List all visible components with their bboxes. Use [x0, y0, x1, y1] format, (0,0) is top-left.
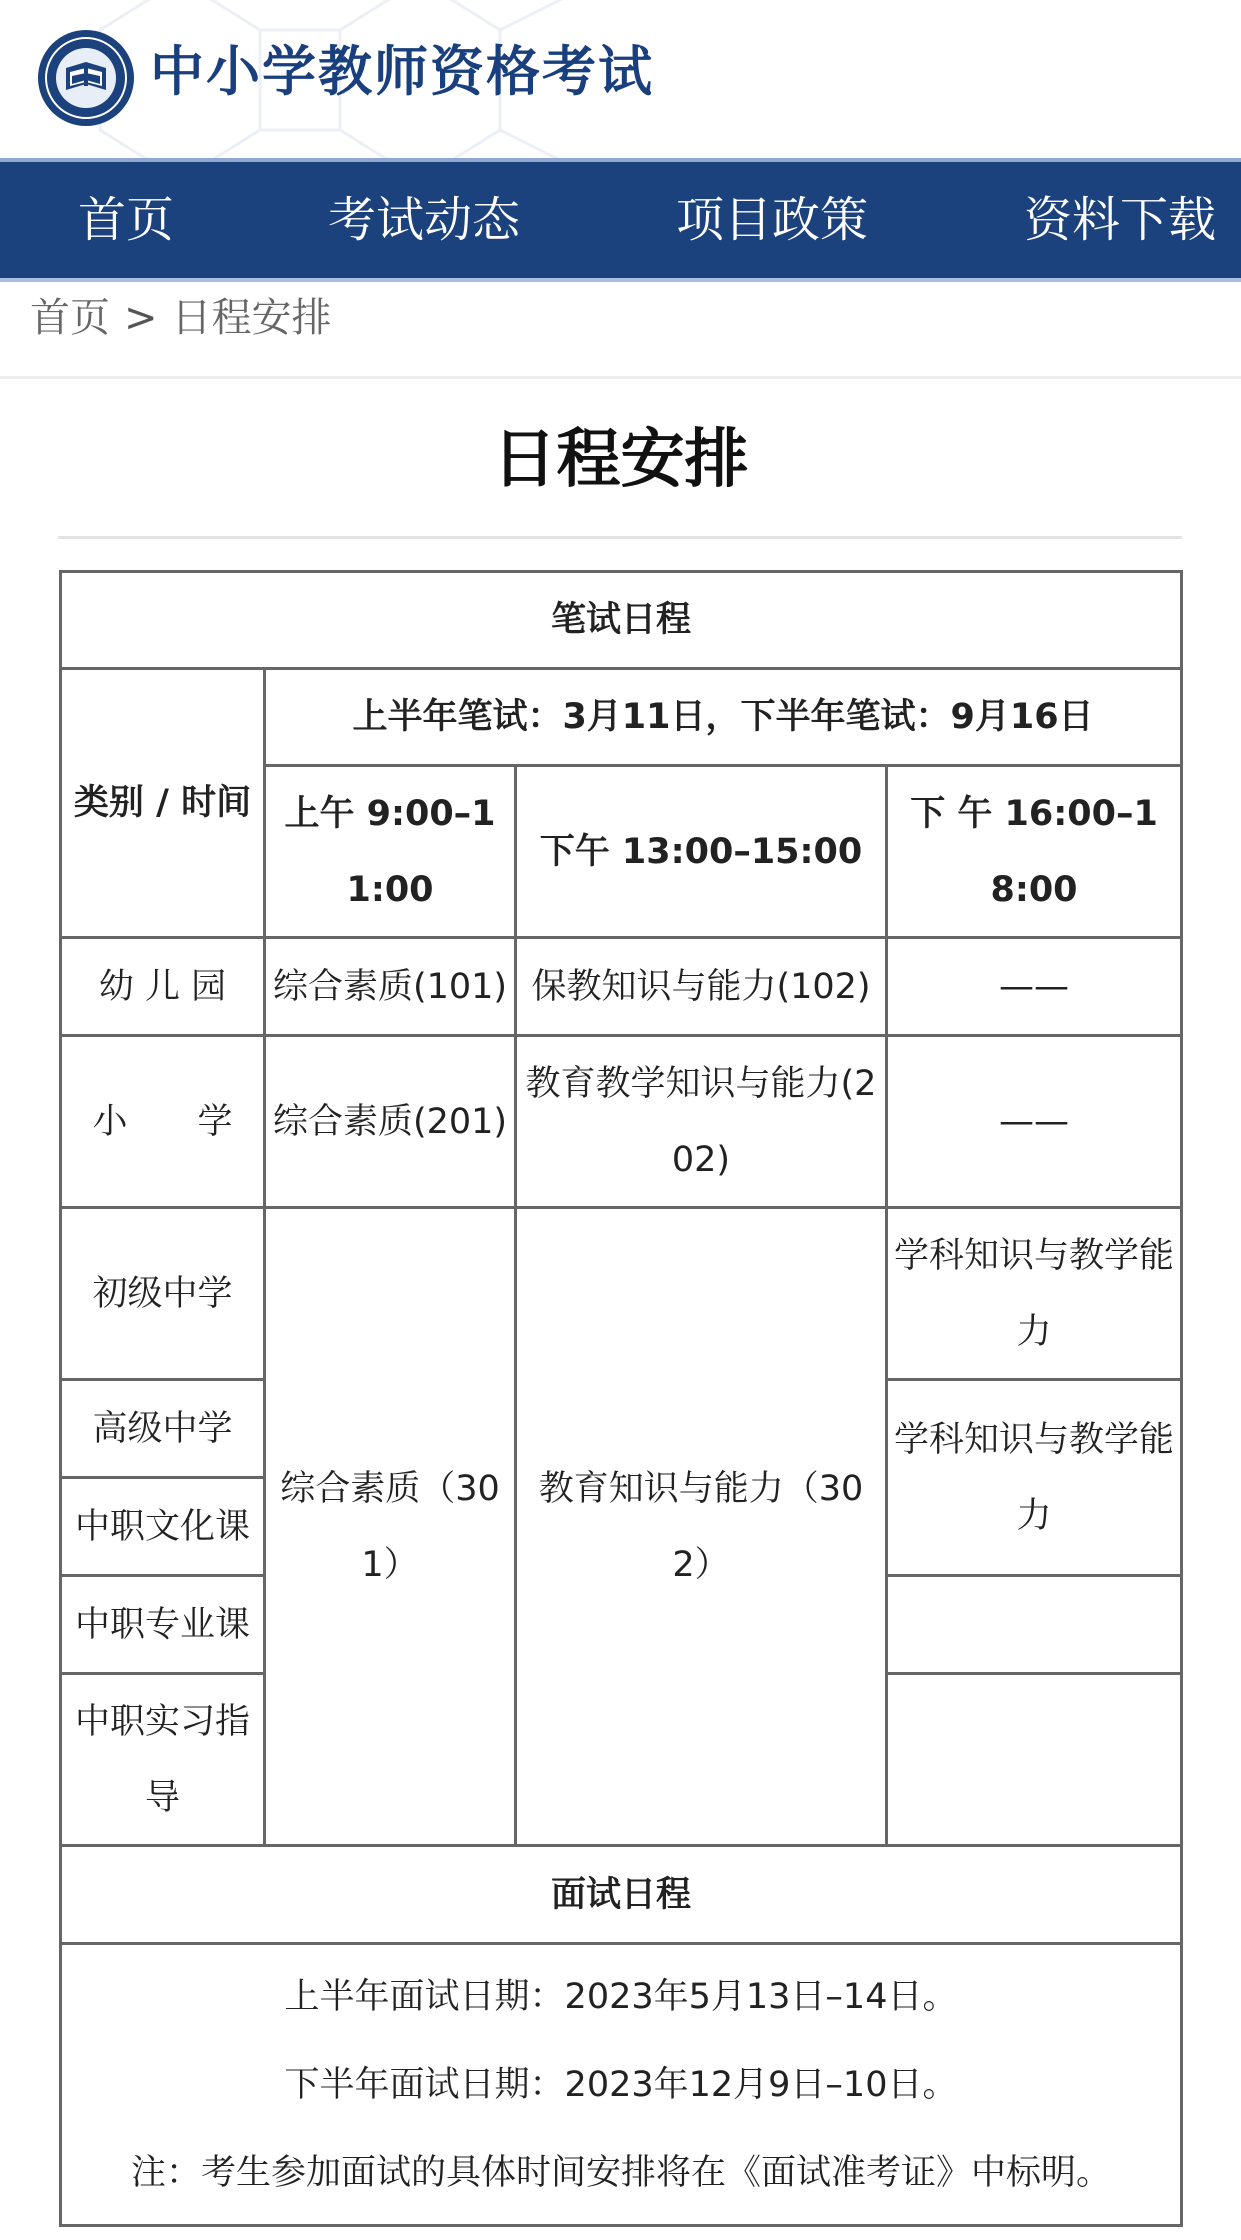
- category-vocational-internship: 中职实习指导: [61, 1674, 265, 1846]
- category-senior-middle: 高级中学: [61, 1380, 265, 1478]
- interview-schedule-heading: 面试日程: [61, 1846, 1182, 1944]
- secondary-morning-subject: 综合素质（301）: [265, 1208, 516, 1846]
- breadcrumb-separator: >: [124, 295, 158, 341]
- breadcrumb-home-link[interactable]: 首页: [30, 295, 110, 341]
- secondary-afternoon-subject: 教育知识与能力（302）: [516, 1208, 887, 1846]
- site-title[interactable]: 中小学教师资格考试: [150, 40, 654, 103]
- category-vocational-major: 中职专业课: [61, 1576, 265, 1674]
- written-schedule-heading: 笔试日程: [61, 572, 1182, 669]
- afternoon-session-header: 下午 13:00–15:00: [516, 766, 887, 938]
- category-vocational-culture: 中职文化课: [61, 1478, 265, 1576]
- written-dates: 上半年笔试：3月11日，下半年笔试：9月16日: [265, 669, 1182, 766]
- interview-second-half-date: 下半年面试日期：2023年12月9日–10日。: [284, 2064, 958, 2105]
- morning-session-header: 上午 9:00–11:00: [265, 766, 516, 938]
- site-header: [0, 0, 1241, 160]
- nav-item-exam-news[interactable]: 考试动态: [328, 192, 521, 248]
- breadcrumb: [30, 288, 332, 348]
- category-time-header: 类别 / 时间: [61, 669, 265, 938]
- interview-first-half-date: 上半年面试日期：2023年5月13日–14日。: [284, 1976, 958, 2017]
- title-divider: [58, 536, 1182, 539]
- kindergarten-afternoon-subject: 保教知识与能力(102): [516, 938, 887, 1036]
- senior-middle-late-subject: 学科知识与教学能力: [887, 1380, 1182, 1576]
- primary-late-subject: ——: [887, 1036, 1182, 1208]
- nav-item-downloads[interactable]: 资料下载: [1024, 192, 1217, 248]
- nav-item-home[interactable]: 首页: [78, 192, 175, 248]
- book-emblem-icon[interactable]: [36, 28, 136, 128]
- divider: [0, 376, 1241, 379]
- category-junior-middle: 初级中学: [61, 1208, 265, 1380]
- schedule-table: [59, 570, 1183, 2227]
- nav-item-policy[interactable]: 项目政策: [676, 192, 869, 248]
- interview-note: 注：考生参加面试的具体时间安排将在《面试准考证》中标明。: [131, 2152, 1112, 2193]
- interview-schedule-details: [61, 1944, 1182, 2226]
- junior-middle-late-subject: 学科知识与教学能力: [887, 1208, 1182, 1380]
- page-title: 日程安排: [492, 423, 749, 497]
- primary-afternoon-subject: 教育教学知识与能力(202): [516, 1036, 887, 1208]
- primary-morning-subject: 综合素质(201): [265, 1036, 516, 1208]
- vocational-major-late-subject: [887, 1576, 1182, 1674]
- kindergarten-morning-subject: 综合素质(101): [265, 938, 516, 1036]
- category-kindergarten: 幼 儿 园: [61, 938, 265, 1036]
- breadcrumb-current: 日程安排: [171, 295, 332, 341]
- category-primary: 小 学: [61, 1036, 265, 1208]
- main-nav: [0, 158, 1241, 282]
- vocational-internship-late-subject: [887, 1674, 1182, 1846]
- kindergarten-late-subject: ——: [887, 938, 1182, 1036]
- late-session-header: 下 午 16:00–18:00: [887, 766, 1182, 938]
